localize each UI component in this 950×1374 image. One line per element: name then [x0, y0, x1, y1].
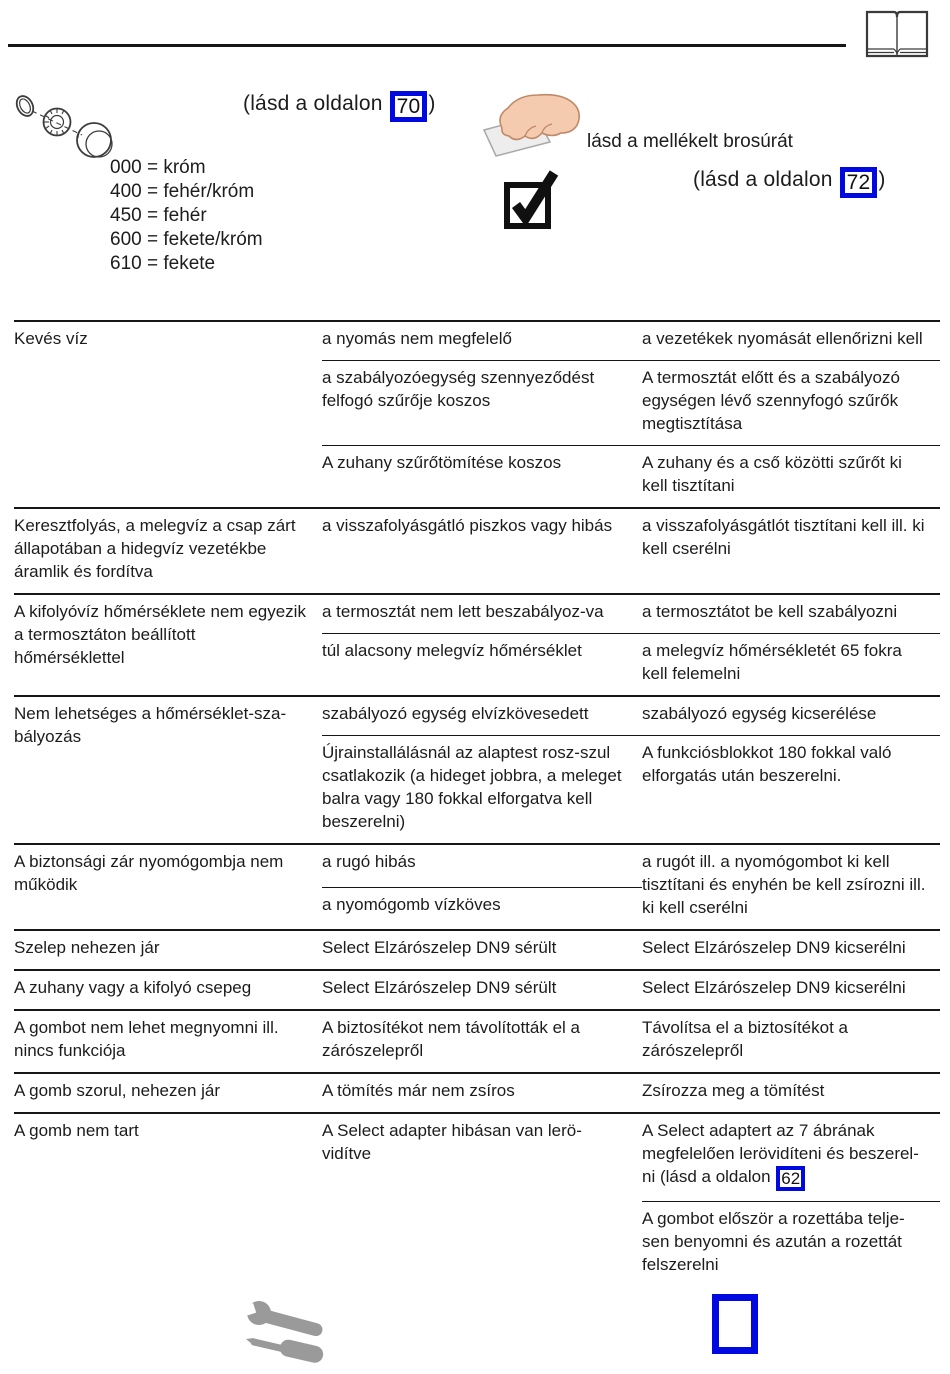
trouble-group: [14, 696, 940, 844]
page-reference-72-suffix: ): [878, 168, 886, 191]
table-row: [14, 1113, 940, 1202]
problem-cell: Szelep nehezen jár: [14, 930, 322, 970]
table-row: [14, 930, 940, 970]
color-code-item: 610 = fekete: [110, 253, 216, 274]
cause-cell: Select Elzárószelep DN9 sérült: [322, 930, 642, 970]
table-row: [14, 696, 940, 736]
problem-cell: A kifolyóvíz hőmérséklete nem egyezik a termosztáton beállított hőmérséklettel: [14, 594, 322, 696]
cause-cell: Újrainstallálásnál az alaptest rosz-szul csatlakozik (a hideget jobbra, a meleget balra vagy 180 fokkal elforgatva kell beszerelni): [322, 736, 642, 845]
solution-cell: A funkciósblokkot 180 fokkal való elforgatás után beszerelni.: [642, 736, 940, 845]
trouble-group: [14, 1113, 940, 1286]
table-row: [14, 321, 940, 361]
problem-cell: A gomb szorul, nehezen jár: [14, 1073, 322, 1113]
header-divider: [8, 44, 846, 47]
problem-cell: A biztonsági zár nyomógombja nem működik: [14, 844, 322, 930]
table-row: [14, 508, 940, 594]
solution-cell: Select Elzárószelep DN9 kicserélni: [642, 970, 940, 1010]
trouble-group: [14, 1010, 940, 1073]
table-row: [14, 594, 940, 634]
cause-cell: A Select adapter hibásan van lerö-vidítve: [322, 1113, 642, 1286]
trouble-group: [14, 594, 940, 696]
brochure-note: lásd a mellékelt brosúrát: [587, 131, 793, 152]
page-reference-72-prefix: (lásd a oldalon: [693, 168, 839, 191]
problem-cell: Keresztfolyás, a melegvíz a csap zárt állapotában a hidegvíz vezetékbe áramlik és fordítva: [14, 508, 322, 594]
problem-cell: A gomb nem tart: [14, 1113, 322, 1286]
solution-cell: a visszafolyásgátlót tisztítani kell ill. ki kell cserélni: [642, 508, 940, 594]
trouble-group: [14, 970, 940, 1010]
solution-cell: A zuhany és a cső közötti szűrőt ki kell tisztítani: [642, 446, 940, 509]
page-reference-72: [693, 167, 886, 198]
solution-text: A Select adaptert az 7 ábrának megfelelően lerövidíteni és beszerel-ni (lásd a oldalon: [642, 1121, 919, 1186]
color-code-list: [110, 156, 263, 276]
cause-cell: szabályozó egység elvízkövesedett: [322, 696, 642, 736]
cause-cell: túl alacsony melegvíz hőmérséklet: [322, 634, 642, 697]
troubleshooting-table: [14, 320, 940, 1286]
cause-cell: a nyomás nem megfelelő: [322, 321, 642, 361]
cause-cell: a visszafolyásgátló piszkos vagy hibás: [322, 508, 642, 594]
hand-with-brochure-icon: [478, 90, 586, 158]
solution-cell: Távolítsa el a biztosítékot a zárószelepről: [642, 1010, 940, 1073]
page-reference-70-suffix: ): [428, 92, 436, 115]
page-link-70[interactable]: 70: [390, 91, 428, 122]
cause-cell: A biztosítékot nem távolították el a zárószelepről: [322, 1010, 642, 1073]
solution-cell: A gombot először a rozettába telje-sen benyomni és azután a rozettát felszerelni: [642, 1202, 940, 1287]
cause-cell: A tömítés már nem zsíros: [322, 1073, 642, 1113]
trouble-group: [14, 844, 940, 930]
color-code-item: 400 = fehér/króm: [110, 181, 255, 202]
color-code-item: 600 = fekete/króm: [110, 229, 263, 250]
cause-cell: Select Elzárószelep DN9 sérült: [322, 970, 642, 1010]
color-code-item: 450 = fehér: [110, 205, 207, 226]
problem-cell: Kevés víz: [14, 321, 322, 508]
solution-cell: [642, 1113, 940, 1202]
table-row: [14, 1073, 940, 1113]
table-row: [14, 970, 940, 1010]
trouble-group: [14, 321, 940, 508]
cause-cell: a termosztát nem lett beszabályoz-va: [322, 594, 642, 634]
solution-cell: A termosztát előtt és a szabályozó egységen lévő szennyfogó szűrők megtisztítása: [642, 361, 940, 446]
checkbox-checked-icon: [503, 168, 561, 230]
color-code-item: 000 = króm: [110, 157, 206, 178]
cause-cell: A zuhany szűrőtömítése koszos: [322, 446, 642, 509]
table-row: [14, 844, 940, 887]
empty-blue-box: [712, 1294, 758, 1354]
page-link-62[interactable]: 62: [776, 1166, 805, 1191]
table-row: [14, 1010, 940, 1073]
solution-cell: a vezetékek nyomását ellenőrizni kell: [642, 321, 940, 361]
solution-cell: Select Elzárószelep DN9 kicserélni: [642, 930, 940, 970]
cause-cell: a nyomógomb vízköves: [322, 887, 642, 930]
trouble-group: [14, 508, 940, 594]
troubleshooting-table-wrap: [14, 320, 940, 1286]
solution-cell: a melegvíz hőmérsékletét 65 fokra kell felemelni: [642, 634, 940, 697]
trouble-group: [14, 1073, 940, 1113]
cause-cell: a rugó hibás: [322, 844, 642, 887]
solution-cell: a termosztátot be kell szabályozni: [642, 594, 940, 634]
exploded-part-drawing-icon: [12, 86, 124, 166]
page-reference-70: [243, 91, 436, 122]
problem-cell: A gombot nem lehet megnyomni ill. nincs funkciója: [14, 1010, 322, 1073]
service-tools-icon: [240, 1288, 340, 1366]
cause-cell: a szabályozóegység szennyeződést felfogó szűrője koszos: [322, 361, 642, 446]
problem-cell: A zuhany vagy a kifolyó csepeg: [14, 970, 322, 1010]
problem-cell: Nem lehetséges a hőmérséklet-sza-bályozás: [14, 696, 322, 844]
solution-cell: a rugót ill. a nyomógombot ki kell tisztítani és enyhén be kell zsírozni ill. ki kell cserélni: [642, 844, 940, 930]
page-reference-70-prefix: (lásd a oldalon: [243, 92, 389, 115]
solution-cell: szabályozó egység kicserélése: [642, 696, 940, 736]
solution-cell: Zsírozza meg a tömítést: [642, 1073, 940, 1113]
open-book-icon: [864, 8, 930, 66]
page-link-72[interactable]: 72: [840, 167, 878, 198]
trouble-group: [14, 930, 940, 970]
